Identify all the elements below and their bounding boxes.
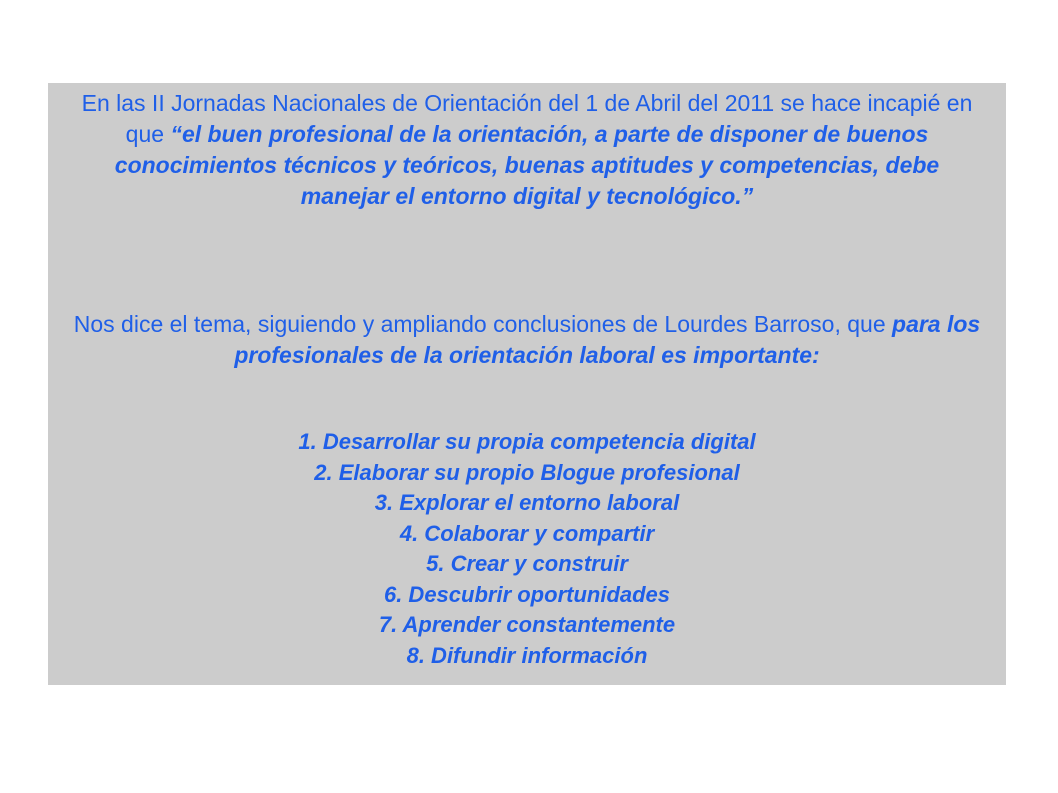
importance-plain-text: Nos dice el tema, siguiendo y ampliando conclusiones de Lourdes Barroso, que [73,311,893,337]
importance-emphasis: para los profesionales de la orientación laboral es importante: [234,311,981,368]
importance-paragraph [68,309,986,371]
list-item: 1. Desarrollar su propia competencia digital [298,429,756,454]
list-item: 5. Crear y construir [426,551,628,576]
list-item: 6. Descubrir oportunidades [383,581,671,607]
list-item: 2. Elaborar su propio Blogue profesional [314,459,740,485]
text-panel [48,83,1006,685]
list-item: 7. Aprender constantemente [378,612,676,637]
list-item: 3. Explorar el entorno laboral [374,490,680,515]
intro-plain-text: En las II Jornadas Nacionales de Orientación del 1 de Abril del 2011 se hace incapié en que [81,90,973,147]
intro-paragraph [68,88,986,212]
list-item: 8. Difundir información [406,642,648,668]
list-item: 4. Colaborar y compartir [399,520,655,546]
competencies-list [68,427,986,671]
intro-quote: “el buen profesional de la orientación, a parte de disponer de buenos conocimientos técnicos y teóricos, buenas aptitudes y competencias, debe manejar el entorno digital y tecnológico.” [114,121,940,209]
